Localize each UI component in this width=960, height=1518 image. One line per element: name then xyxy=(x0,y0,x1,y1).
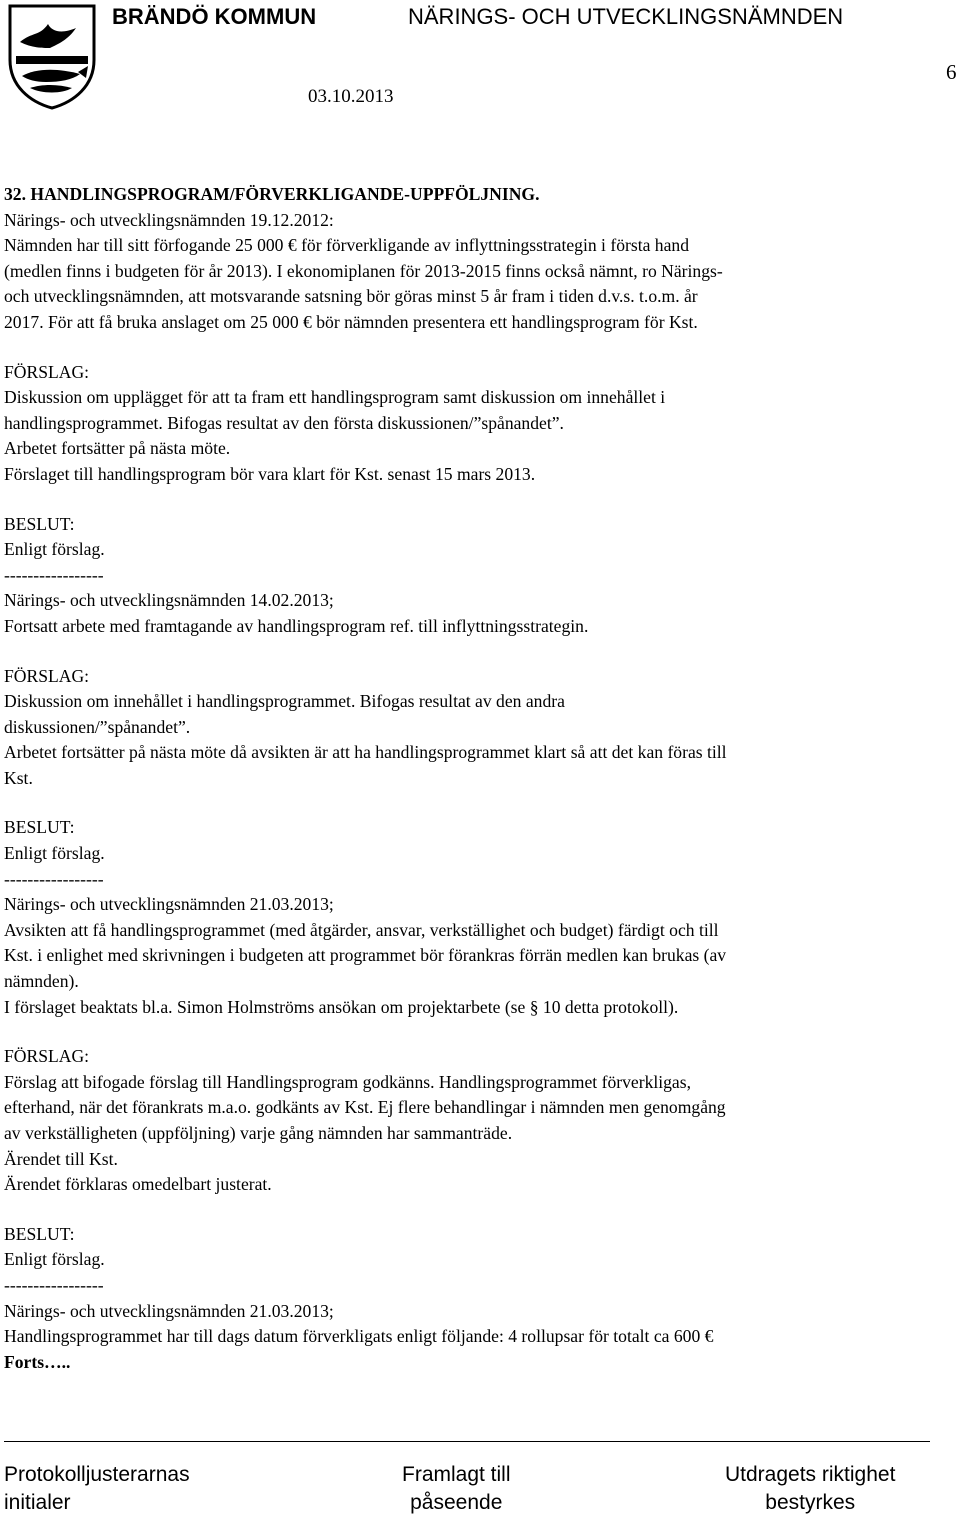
body-text-line: handlingsprogrammet. Bifogas resultat av den första diskussionen/”spånandet”. xyxy=(4,412,564,433)
separator: ----------------- xyxy=(4,564,104,585)
committee-name: NÄRINGS- OCH UTVECKLINGSNÄMNDEN xyxy=(408,4,844,29)
proposal-label: FÖRSLAG: xyxy=(4,361,90,382)
section-heading: 32. HANDLINGSPROGRAM/FÖRVERKLIGANDE-UPPFÖLJNING. xyxy=(4,184,540,204)
body-text-line: I förslaget beaktats bl.a. Simon Holmströms ansökan om projektarbete (se § 10 detta protokoll). xyxy=(4,996,679,1017)
footer-posted-block xyxy=(402,1461,511,1517)
footer-posted-label: Framlagt till xyxy=(402,1463,511,1486)
decision-text: Enligt förslag. xyxy=(4,843,105,864)
coat-of-arms-logo xyxy=(6,2,98,110)
meeting-reference: Närings- och utvecklingsnämnden 14.02.2013; xyxy=(4,590,334,611)
footer-initials-block xyxy=(4,1461,190,1517)
body-text-line: Handlingsprogrammet har till dags datum förverkligats enligt följande: 4 rollupsar för totalt ca 600 € xyxy=(4,1326,714,1347)
document-body xyxy=(4,182,950,1375)
footer-initials-label: Protokolljusterarnas xyxy=(4,1463,190,1486)
body-text-line: Kst. xyxy=(4,767,33,788)
footer-divider xyxy=(4,1441,930,1442)
separator: ----------------- xyxy=(4,1274,104,1295)
footer-certified-label: Utdragets riktighet xyxy=(725,1463,896,1486)
footer-certified-block xyxy=(725,1461,895,1517)
decision-label: BESLUT: xyxy=(4,513,75,534)
decision-label: BESLUT: xyxy=(4,817,75,838)
proposal-label: FÖRSLAG: xyxy=(4,1046,90,1067)
body-text-line: Avsikten att få handlingsprogrammet (med åtgärder, ansvar, verkställighet och budget) färdigt och till xyxy=(4,919,719,940)
body-text-line: Ärendet till Kst. xyxy=(4,1148,118,1169)
body-text-line: nämnden). xyxy=(4,971,79,992)
decision-text: Enligt förslag. xyxy=(4,1249,105,1270)
body-text-line: Diskussion om innehållet i handlingsprogrammet. Bifogas resultat av den andra xyxy=(4,691,565,712)
proposal-label: FÖRSLAG: xyxy=(4,665,90,686)
meeting-reference: Närings- och utvecklingsnämnden 19.12.2012: xyxy=(4,209,334,230)
body-text-line: och utvecklingsnämnden, att motsvarande satsning bör göras minst 5 år fram i tiden d.v.s. t.o.m. år xyxy=(4,286,698,307)
body-text-line: efterhand, när det förankrats m.a.o. godkänts av Kst. Ej flere behandlingar i nämnden men genomgång xyxy=(4,1097,726,1118)
organization-name: BRÄNDÖ KOMMUN xyxy=(112,4,317,29)
body-text-line: diskussionen/”spånandet”. xyxy=(4,716,191,737)
body-text-line: Arbetet fortsätter på nästa möte då avsikten är att ha handlingsprogrammet klart så att det kan föras till xyxy=(4,742,727,763)
separator: ----------------- xyxy=(4,868,104,889)
body-text-line: Ärendet förklaras omedelbart justerat. xyxy=(4,1174,272,1195)
body-text-line: Förslag att bifogade förslag till Handlingsprogram godkänns. Handlingsprogrammet förverkligas, xyxy=(4,1071,691,1092)
body-text-line: Nämnden har till sitt förfogande 25 000 € för förverkligande av inflyttningsstrategin i första hand xyxy=(4,235,690,256)
decision-label: BESLUT: xyxy=(4,1223,75,1244)
decision-text: Enligt förslag. xyxy=(4,539,105,560)
footer-initials-label-line2: initialer xyxy=(4,1491,71,1514)
document-date: 03.10.2013 xyxy=(308,86,394,107)
body-text-line: Arbetet fortsätter på nästa möte. xyxy=(4,438,231,459)
continued-marker: Forts….. xyxy=(4,1351,71,1372)
body-text-line: (medlen finns i budgeten för år 2013). I ekonomiplanen för 2013-2015 finns också nämnt, ro Närings- xyxy=(4,260,723,281)
body-text-line: 2017. För att få bruka anslaget om 25 000 € bör nämnden presentera ett handlingsprogram för Kst. xyxy=(4,311,698,332)
body-text-line: Fortsatt arbete med framtagande av handlingsprogram ref. till inflyttningsstrategin. xyxy=(4,615,589,636)
footer-posted-label-line2: påseende xyxy=(410,1491,503,1514)
body-text-line: Kst. i enlighet med skrivningen i budgeten att programmet bör förankras förrän medlen kan brukas (av xyxy=(4,945,727,966)
footer-certified-label-line2: bestyrkes xyxy=(765,1491,856,1514)
body-text-line: Förslaget till handlingsprogram bör vara klart för Kst. senast 15 mars 2013. xyxy=(4,463,536,484)
body-text-line: Diskussion om upplägget för att ta fram ett handlingsprogram samt diskussion om innehållet i xyxy=(4,387,666,408)
body-text-line: av verkställigheten (uppföljning) varje gång nämnden har sammanträde. xyxy=(4,1123,513,1143)
page-number: 6 xyxy=(946,60,957,84)
meeting-reference: Närings- och utvecklingsnämnden 21.03.2013; xyxy=(4,894,334,915)
meeting-reference: Närings- och utvecklingsnämnden 21.03.2013; xyxy=(4,1300,334,1321)
